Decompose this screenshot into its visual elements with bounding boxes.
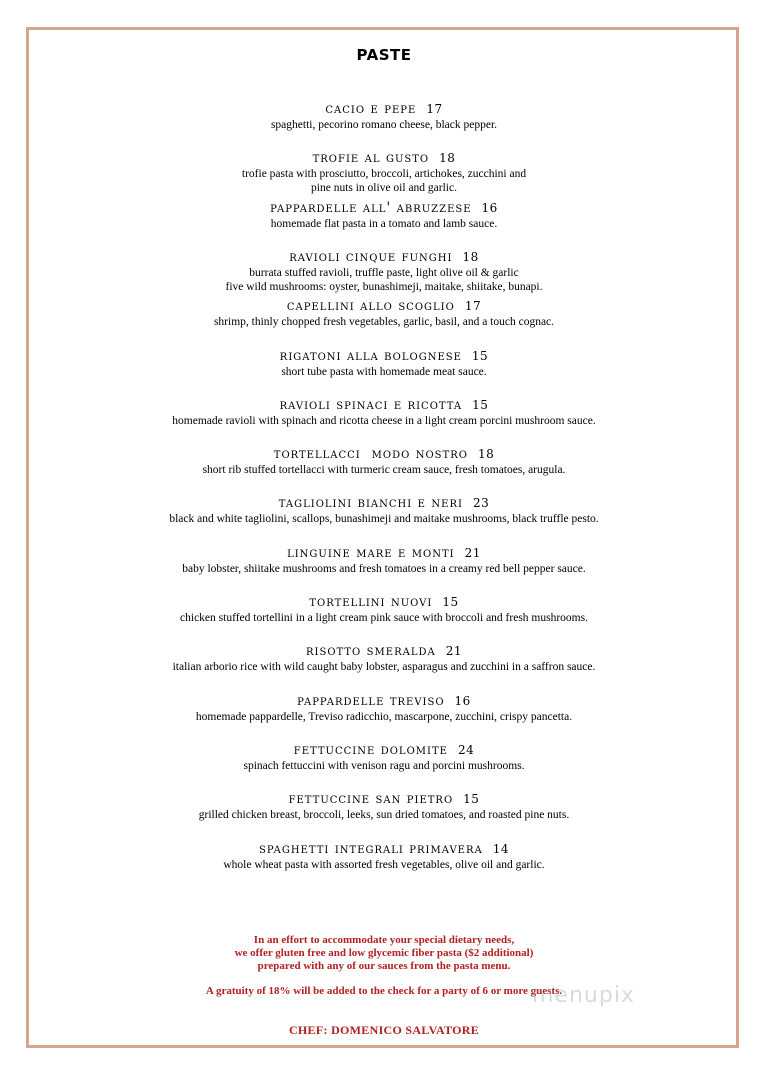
dietary-note-line: In an effort to accommodate your special dietary needs, [253,934,515,946]
menu-item-header [0,494,768,512]
dish-name: ravioli cinque funghi [289,249,453,265]
menu-item-header [0,642,768,660]
menu-item [0,347,768,379]
dish-price: 24 [457,743,475,757]
menu-item [0,297,768,329]
menu-item [0,642,768,674]
menu-item [0,840,768,872]
menu-item [0,741,768,773]
menu-item-header [0,199,768,217]
dietary-note [0,934,768,973]
dish-description: short rib stuffed tortellacci with turmeric cream sauce, fresh tomatoes, arugula. [202,464,566,476]
dish-price: 21 [464,546,481,560]
menu-item-header [0,445,768,463]
dish-description: trofie pasta with prosciutto, broccoli, artichokes, zucchini and [241,168,527,180]
dish-name: cacio e pepe [325,101,417,117]
menu-item [0,790,768,822]
dish-price: 21 [445,644,462,658]
dish-price: 18 [462,250,479,264]
dish-price: 15 [471,349,489,363]
dish-name: spaghetti integrali primavera [259,841,483,857]
dish-price: 17 [426,102,443,116]
menu-item-header [0,790,768,808]
dish-description: homemade flat pasta in a tomato and lamb sauce. [270,218,498,230]
dish-price: 15 [463,792,480,806]
dietary-note-line: prepared with any of our sauces from the pasta menu. [257,960,511,972]
dietary-note-line: we offer gluten free and low glycemic fiber pasta ($2 additional) [234,947,534,959]
dish-description: short tube pasta with homemade meat sauce. [281,366,487,378]
dish-name: pappardelle treviso [297,693,445,709]
dish-description: homemade pappardelle, Treviso radicchio, mascarpone, zucchini, crispy pancetta. [195,711,573,723]
menu-item [0,445,768,477]
dish-price: 15 [472,398,489,412]
menu-item [0,149,768,195]
menu-item [0,544,768,576]
section-title: PASTE [356,46,412,64]
dish-name: tortellini nuovi [309,594,433,610]
dish-price: 23 [472,496,490,510]
dish-name: fettuccine dolomite [293,742,448,758]
dish-description: grilled chicken breast, broccoli, leeks, sun dried tomatoes, and roasted pine nuts. [198,809,570,821]
menu-item-header [0,840,768,858]
chef-name: CHEF: DOMENICO SALVATORE [288,1023,480,1037]
dish-price: 16 [481,201,498,215]
dish-name: tagliolini bianchi e neri [278,495,463,511]
menu-item-header [0,396,768,414]
menupix-watermark: menupix [532,983,635,1008]
menu-item-header [0,100,768,118]
dish-description: chicken stuffed tortellini in a light cream pink sauce with broccoli and fresh mushrooms. [180,612,588,624]
dish-price: 14 [492,842,509,856]
dish-price: 16 [454,694,471,708]
menu-item [0,396,768,428]
menu-item [0,100,768,132]
dish-name: risotto smeralda [305,643,436,659]
menu-item-header [0,347,768,365]
dish-name: pappardelle all' abruzzese [270,200,472,216]
dish-description: black and white tagliolini, scallops, bunashimeji and maitake mushrooms, black truffle pesto. [169,513,599,525]
menu-item [0,593,768,625]
dish-name: linguine mare e monti [287,545,455,561]
dish-name: fettuccine san pietro [288,791,454,807]
dish-description: homemade ravioli with spinach and ricotta cheese in a light cream porcini mushroom sauce. [172,415,596,427]
dish-description: shrimp, thinly chopped fresh vegetables, garlic, basil, and a touch cognac. [213,316,555,328]
menu-item-header [0,593,768,611]
dish-description: baby lobster, shiitake mushrooms and fresh tomatoes in a creamy red bell pepper sauce. [182,563,586,575]
dish-description: spinach fettuccini with venison ragu and porcini mushrooms. [243,760,525,772]
menu-item [0,494,768,526]
gratuity-note: A gratuity of 18% will be added to the check for a party of 6 or more guests. [205,985,563,997]
dish-price: 15 [442,595,459,609]
dish-price: 17 [464,299,482,313]
dish-description: whole wheat pasta with assorted fresh vegetables, olive oil and garlic. [223,859,545,871]
dish-price: 18 [439,151,456,165]
dish-name: rigatoni alla bolognese [279,348,462,364]
dish-name: trofie al gusto [312,150,430,166]
menu-item-header [0,741,768,759]
dish-description: spaghetti, pecorino romano cheese, black pepper. [270,119,498,131]
menu-item-header [0,297,768,315]
menu-item [0,248,768,294]
dish-description: burrata stuffed ravioli, truffle paste, light olive oil & garlic [249,267,519,279]
dish-description: five wild mushrooms: oyster, bunashimeji, maitake, shiitake, bunapi. [225,281,543,293]
menu-item-header [0,544,768,562]
dish-name: capellini allo scoglio [286,298,455,314]
menu-item-header [0,149,768,167]
dish-price: 18 [477,447,495,461]
menu-item-header [0,692,768,710]
menu-item [0,692,768,724]
menu-item [0,199,768,231]
dish-name: ravioli spinaci e ricotta [279,397,463,413]
dish-description: italian arborio rice with wild caught baby lobster, asparagus and zucchini in a saffron sauce. [172,661,596,673]
dish-description: pine nuts in olive oil and garlic. [311,182,457,194]
menu-item-header [0,248,768,266]
dish-name: tortellacci modo nostro [273,446,468,462]
